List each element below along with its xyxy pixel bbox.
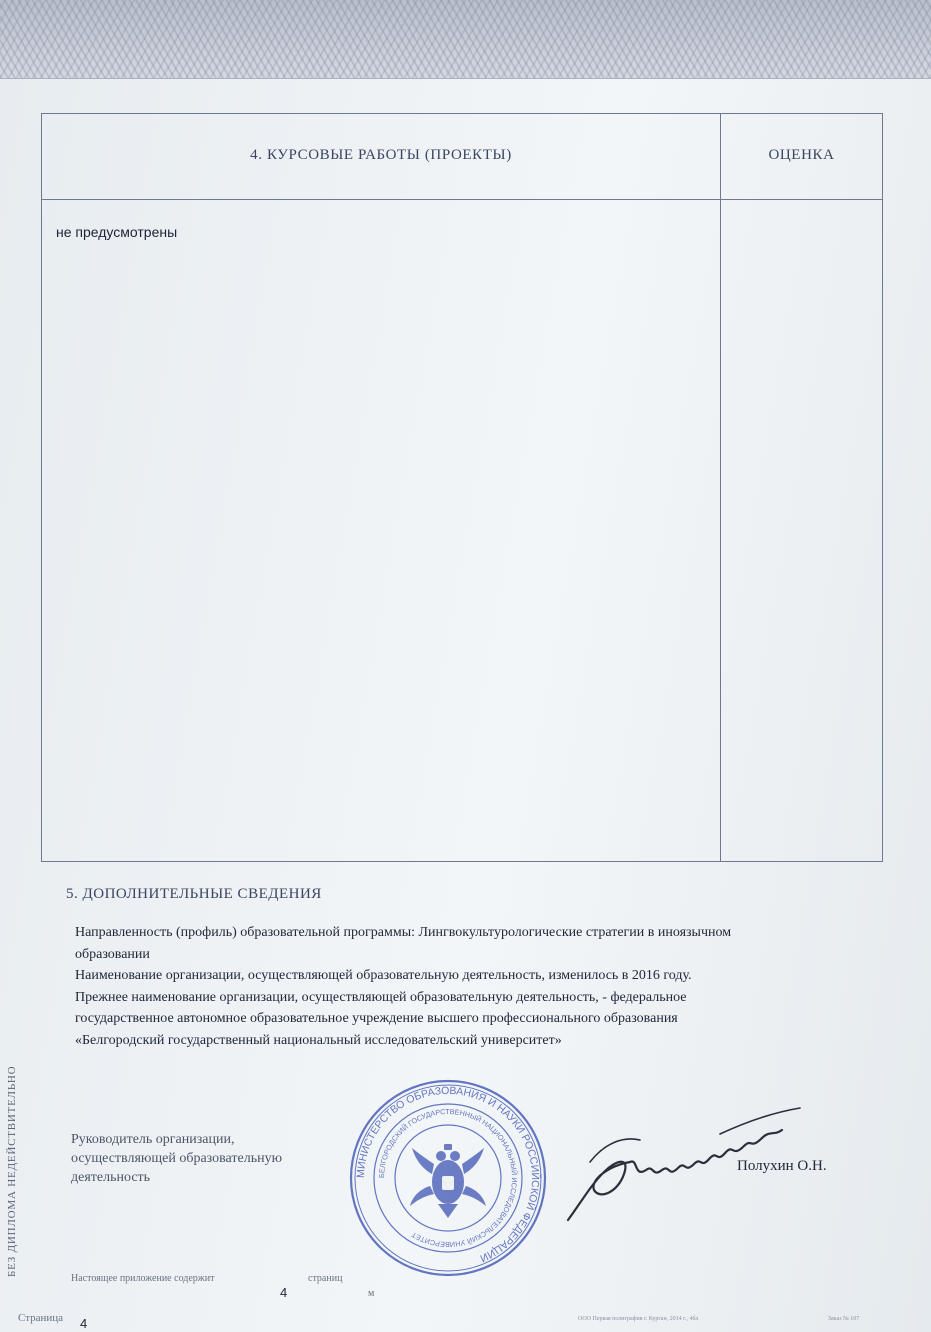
director-name: Полухин О.Н. [737,1158,827,1174]
additional-info-line: образовании [75,946,150,962]
signatory-label-line: деятельность [71,1170,151,1185]
pages-count: 4 [280,1285,288,1300]
printer-imprint: ООО Первая полиграфия г. Курган, 2014 г., 4бл [578,1316,699,1322]
pages-statement: Настоящее приложение содержит [71,1273,215,1284]
guilloche-border [0,0,931,79]
pages-word: страниц [308,1273,343,1284]
signatory-label [71,1130,282,1187]
additional-info-line: государственное автономное образовательное учреждение высшего профессионального образования [75,1011,678,1026]
additional-info-line: Прежнее наименование организации, осуществляющей образовательную деятельность, - федеральное [75,989,687,1005]
coursework-value: не предусмотрены [56,224,178,240]
grade-header: ОЦЕНКА [768,147,835,163]
validity-note: БЕЗ ДИПЛОМА НЕДЕЙСТВИТЕЛЬНО [6,1065,18,1277]
seal-outer-text: МИНИСТЕРСТВО ОБРАЗОВАНИЯ И НАУКИ РОССИЙСКОЙ ФЕДЕРАЦИИ [354,1084,542,1265]
seal-inner-text: БЕЛГОРОДСКИЙ ГОСУДАРСТВЕННЫЙ НАЦИОНАЛЬНЫЙ ИССЛЕДОВАТЕЛЬСКИЙ УНИВЕРСИТЕТ [376,1106,520,1250]
pages-suffix: м [368,1288,375,1299]
university-seal [348,1078,548,1278]
coursework-title: 4. КУРСОВЫЕ РАБОТЫ (ПРОЕКТЫ) [250,147,512,163]
coursework-table [41,113,883,862]
eagle-emblem-icon [410,1144,486,1218]
page-number: 4 [80,1316,88,1331]
additional-info-line: Направленность (профиль) образовательной программы: Лингвокультурологические стратегии в иноязычном [75,925,732,940]
signatory-label-line: Руководитель организации, [71,1132,235,1147]
additional-info-body [75,922,855,1051]
column-divider [720,114,721,861]
additional-info-line: Наименование организации, осуществляющей образовательную деятельность, изменилось в 2016 году. [75,968,692,983]
page-label: Страница [18,1312,64,1324]
additional-info-line: «Белгородский государственный национальный исследовательский университет» [75,1032,562,1048]
order-number: Заказ № 107 [828,1316,860,1322]
additional-info-title: 5. ДОПОЛНИТЕЛЬНЫЕ СВЕДЕНИЯ [66,886,322,902]
signatory-label-line: осуществляющей образовательную [71,1151,283,1166]
